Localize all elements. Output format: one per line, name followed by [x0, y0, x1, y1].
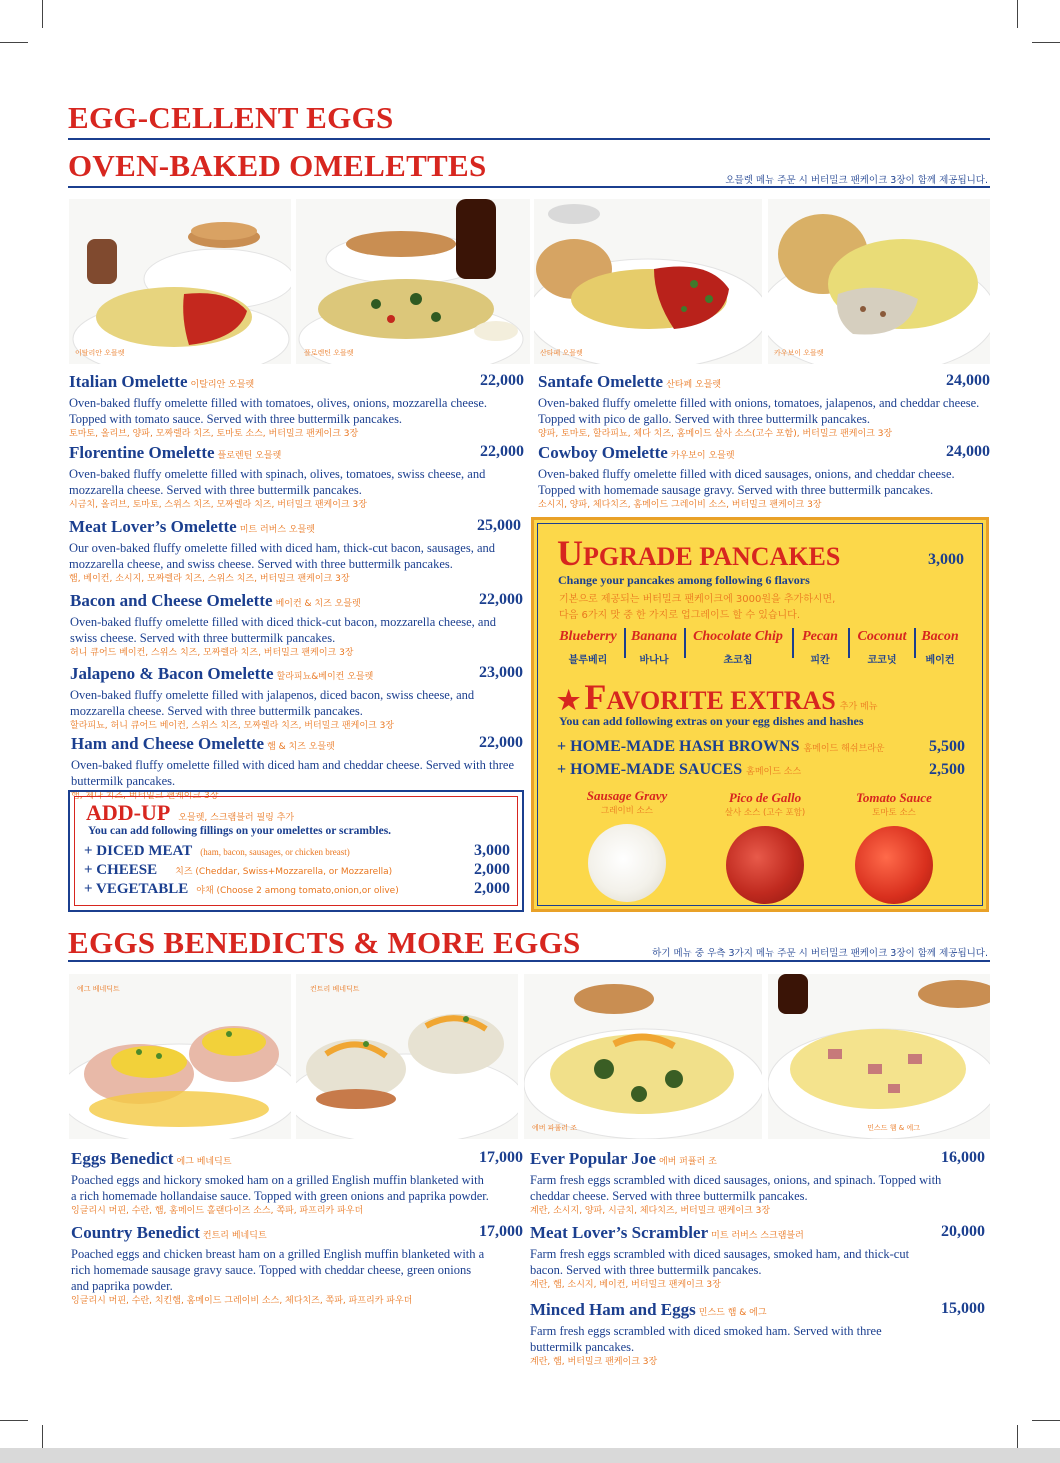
item-name-kr: 에버 퍼퓰러 조 [658, 1157, 717, 1167]
crop-mark [1032, 1420, 1060, 1421]
item-name-kr: 미트 러버스 오믈렛 [239, 525, 315, 535]
item-name: Jalapeno & Bacon Omelette [70, 664, 274, 683]
add-up-price: 2,000 [474, 880, 510, 897]
item-description: Oven-baked fluffy omelette filled with diced sausages, onions, and cheddar cheese. Topped with homemade sausage gravy. Served with three buttermilk pancakes. [538, 467, 955, 497]
extras-name-kr: 홈메이드 소스 [746, 767, 802, 777]
extras-row [557, 761, 965, 779]
item-price: 22,000 [480, 443, 524, 460]
item-name-kr: 이탈리안 오믈렛 [190, 380, 255, 390]
extras-subtitle: You can add following extras on your egg dishes and hashes [559, 714, 864, 728]
upgrade-price: 3,000 [928, 551, 964, 568]
item-description-kr: 허니 큐어드 베이컨, 스위스 치즈, 모짜렐라 치즈, 버터밀크 팬케이크 3장 [70, 648, 354, 658]
menu-item [69, 443, 524, 512]
minced-ham-and-eggs-photo [768, 974, 990, 1139]
add-up-title: ADD-UP [86, 800, 171, 825]
upgrade-pancakes-title: UPGRADE PANCAKES [557, 533, 841, 573]
item-price: 16,000 [941, 1149, 985, 1166]
menu-item [530, 1149, 985, 1218]
menu-item [71, 1223, 523, 1308]
item-description: Oven-baked fluffy omelette filled with tomatoes, olives, onions, mozzarella cheese. Topped with tomato sauce. Served with three buttermilk pancakes. [69, 396, 488, 426]
item-name-kr: 산타페 오믈렛 [666, 380, 722, 390]
menu-item [530, 1223, 985, 1292]
item-description: Poached eggs and hickory smoked ham on a grilled English muffin blanketed with a rich homemade hollandaise sauce. Topped with green onions and paprika powder. [71, 1173, 489, 1203]
item-name: Santafe Omelette [538, 372, 664, 391]
item-name-kr: 카우보이 오믈렛 [670, 451, 735, 461]
item-price: 22,000 [479, 734, 523, 751]
item-price: 17,000 [479, 1223, 523, 1240]
item-description: Our oven-baked fluffy omelette filled with diced ham, thick-cut bacon, sausages, and mozzarella cheese, and swiss cheese. Served with three buttermilk pancakes. [69, 541, 496, 571]
item-name-kr: 플로렌틴 오믈렛 [217, 451, 282, 461]
menu-item [70, 591, 523, 660]
flavor-coconut: Coconut 코코넛 [857, 629, 907, 666]
item-name: Minced Ham and Eggs [530, 1300, 696, 1319]
crop-mark [1032, 42, 1060, 43]
photo-caption: 에그 베네딕트 [77, 985, 120, 993]
item-price: 24,000 [946, 372, 990, 389]
item-name: Ham and Cheese Omelette [71, 734, 265, 753]
photo-caption: 산타페 오믈렛 [540, 349, 583, 357]
section-subtitle: OVEN-BAKED OMELETTES [68, 148, 487, 183]
item-name-kr: 햄 & 치즈 오믈렛 [267, 742, 335, 752]
italian-omelette-photo [69, 199, 291, 364]
extras-row [557, 738, 965, 756]
add-up-row [84, 861, 510, 879]
eggs-benedict-photo [69, 974, 291, 1139]
menu-item [538, 372, 990, 441]
item-name-kr: 미트 러버스 스크램블러 [711, 1231, 804, 1241]
add-up-price: 3,000 [474, 842, 510, 859]
flavor-bacon: Bacon 베이컨 [921, 629, 959, 666]
add-up-row [84, 842, 510, 860]
item-description-kr: 햄, 체다 치즈, 버터밀크 팬케이크 3장 [71, 791, 219, 801]
item-description: Oven-baked fluffy omelette filled with diced ham and cheddar cheese. Served with three buttermilk pancakes. [71, 758, 514, 788]
add-up-detail: 치즈 (Cheddar, Swiss+Mozzarella, or Mozzarella) [175, 867, 393, 877]
photo-caption: 이탈리안 오믈렛 [75, 349, 125, 357]
item-description-kr: 계란, 햄, 소시지, 베이컨, 버터밀크 팬케이크 3장 [530, 1280, 721, 1290]
menu-item [70, 664, 523, 733]
menu-item [69, 372, 524, 441]
item-name: Meat Lover’s Scrambler [530, 1223, 709, 1242]
item-description-kr: 계란, 소시지, 양파, 시금치, 체다치즈, 버터밀크 팬케이크 3장 [530, 1206, 771, 1216]
item-name-kr: 민스드 햄 & 에그 [698, 1308, 767, 1318]
flavor-separator [792, 628, 794, 658]
add-up-subtitle: You can add following fillings on your omelettes or scrambles. [88, 825, 392, 837]
crop-mark [0, 42, 28, 43]
item-description-kr: 양파, 토마토, 할라피뇨, 체다 치즈, 홈메이드 살사 소스(고수 포함), 버터밀크 팬케이크 3장 [538, 429, 893, 439]
item-name: Italian Omelette [69, 372, 188, 391]
section-divider [68, 186, 990, 188]
extras-name: + HOME-MADE HASH BROWNS [557, 738, 800, 755]
item-price: 23,000 [479, 664, 523, 681]
photo-caption: 민스드 햄 & 에그 [867, 1124, 920, 1132]
favorite-extras-title: ★ FAVORITE EXTRAS 추가 메뉴 [557, 677, 878, 717]
add-up-box [68, 790, 524, 912]
add-up-name: + VEGETABLE [84, 881, 189, 897]
extras-name-kr: 홈메이드 해쉬브라운 [803, 744, 885, 754]
item-description-kr: 시금치, 올리브, 토마토, 스위스 치즈, 모짜렐라 치즈, 버터밀크 팬케이크 3장 [69, 500, 367, 510]
florentine-omelette-photo [296, 199, 530, 364]
extras-name: + HOME-MADE SAUCES [557, 761, 743, 778]
item-description: Farm fresh eggs scrambled with diced sausages, smoked ham, and thick-cut bacon. Served with three buttermilk pancakes. [530, 1247, 910, 1277]
page-bottom-margin [0, 1448, 1060, 1463]
item-name-kr: 할라피뇨&베이컨 오믈렛 [276, 672, 374, 682]
country-benedict-photo [296, 974, 518, 1139]
item-name: Ever Popular Joe [530, 1149, 656, 1168]
add-up-row [84, 880, 510, 898]
upgrade-note-kr: 기본으로 제공되는 버터밀크 팬케이크에 3000원을 추가하시면, [559, 594, 836, 605]
sauce-sausage-gravy: Sausage Gravy 그레이비 소스 [572, 788, 682, 902]
photo-caption: 플로렌틴 오믈렛 [304, 349, 354, 357]
item-name-kr: 컨트리 베네딕트 [202, 1231, 267, 1241]
item-name: Bacon and Cheese Omelette [70, 591, 273, 610]
item-price: 22,000 [480, 372, 524, 389]
sauce-dish-photo [726, 826, 804, 904]
item-name: Meat Lover’s Omelette [69, 517, 237, 536]
cowboy-omelette-photo [768, 199, 990, 364]
item-price: 17,000 [479, 1149, 523, 1166]
menu-item [71, 1149, 523, 1218]
photo-caption: 카우보이 오믈렛 [774, 349, 824, 357]
item-name-kr: 베이컨 & 치즈 오믈렛 [275, 599, 361, 609]
item-description: Farm fresh eggs scrambled with diced smoked ham. Served with three buttermilk pancakes. [530, 1324, 882, 1354]
crop-mark [42, 0, 43, 28]
section-title: EGGS BENEDICTS & MORE EGGS [68, 925, 581, 960]
photo-caption: 에버 파퓰러 조 [532, 1124, 578, 1132]
flavor-separator [914, 628, 916, 658]
item-name: Country Benedict [71, 1223, 200, 1242]
menu-item [538, 443, 990, 512]
item-description: Oven-baked fluffy omelette filled with onions, tomatoes, jalapenos, and cheddar cheese. Topped with pico de gallo. Served with three buttermilk pancakes. [538, 396, 980, 426]
item-price: 25,000 [477, 517, 521, 534]
upgrade-note-kr: 다음 6가지 맛 중 한 가지로 업그레이드 할 수 있습니다. [559, 610, 801, 621]
ever-popular-joe-photo [524, 974, 762, 1139]
item-price: 20,000 [941, 1223, 985, 1240]
sauce-tomato: Tomato Sauce 토마토 소스 [839, 790, 949, 904]
add-up-price: 2,000 [474, 861, 510, 878]
item-price: 15,000 [941, 1300, 985, 1317]
item-description-kr: 소시지, 양파, 체다치즈, 홈메이드 그레이비 소스, 버터밀크 팬케이크 3장 [538, 500, 822, 510]
item-description-kr: 계란, 햄, 버터밀크 팬케이크 3장 [530, 1357, 658, 1367]
item-name: Eggs Benedict [71, 1149, 174, 1168]
crop-mark [0, 1420, 28, 1421]
item-name-kr: 에그 베네딕트 [176, 1157, 232, 1167]
section-divider [68, 960, 990, 962]
item-name: Cowboy Omelette [538, 443, 668, 462]
add-up-name: + CHEESE [84, 862, 158, 878]
item-description-kr: 잉글리시 머핀, 수란, 치킨햄, 홈메이드 그레이비 소스, 체다치즈, 쪽파, 파프리카 파우더 [71, 1296, 413, 1306]
section-divider [68, 138, 990, 140]
extras-price: 5,500 [929, 738, 965, 755]
item-description: Oven-baked fluffy omelette filled with spinach, olives, tomatoes, swiss cheese, and mozzarella cheese. Served with three buttermilk pancakes. [69, 467, 486, 497]
item-description: Poached eggs and chicken breast ham on a grilled English muffin blanketed with a rich homemade sausage gravy sauce. Topped with cheddar cheese, green onions and paprika powder. [71, 1247, 485, 1293]
section-note: 오믈렛 메뉴 주문 시 버터밀크 팬케이크 3장이 함께 제공됩니다. [725, 175, 988, 186]
flavor-pecan: Pecan 피칸 [802, 629, 838, 666]
sauce-pico-de-gallo: Pico de Gallo 살사 소스 (고수 포함) [710, 790, 820, 904]
santafe-omelette-photo [534, 199, 762, 364]
sauce-dish-photo [855, 826, 933, 904]
add-up-detail: 야채 (Choose 2 among tomato,onion,or olive) [196, 886, 399, 896]
add-up-detail: (ham, bacon, sausages, or chicken breast) [200, 847, 350, 857]
flavor-blueberry: Blueberry 블루베리 [559, 629, 617, 666]
item-description: Oven-baked fluffy omelette filled with diced thick-cut bacon, mozzarella cheese, and swiss cheese. Served with three buttermilk pancakes. [70, 615, 496, 645]
item-description: Farm fresh eggs scrambled with diced sausages, onions, and spinach. Topped with cheddar cheese. Served with three buttermilk pancakes. [530, 1173, 942, 1203]
menu-item [530, 1300, 985, 1369]
extras-price: 2,500 [929, 761, 965, 778]
photo-caption: 컨트리 베네딕트 [310, 985, 360, 993]
crop-mark [1017, 1425, 1018, 1448]
add-up-name: + DICED MEAT [84, 843, 193, 859]
add-up-title-kr: 오믈렛, 스크램블러 필링 추가 [178, 813, 295, 823]
upgrade-subtitle: Change your pancakes among following 6 flavors [558, 573, 810, 587]
item-price: 24,000 [946, 443, 990, 460]
section-note: 하기 메뉴 중 우측 3가지 메뉴 주문 시 버터밀크 팬케이크 3장이 함께 제공됩니다. [652, 948, 988, 959]
menu-item [69, 517, 521, 586]
section-title: EGG-CELLENT EGGS [68, 100, 394, 135]
item-price: 22,000 [479, 591, 523, 608]
item-description-kr: 햄, 베이컨, 소시지, 모짜렐라 치즈, 스위스 치즈, 버터밀크 팬케이크 3장 [69, 574, 350, 584]
item-description-kr: 할라피뇨, 허니 큐어드 베이컨, 스위스 치즈, 모짜렐라 치즈, 버터밀크 팬케이크 3장 [70, 721, 394, 731]
crop-mark [1017, 0, 1018, 28]
item-description-kr: 토마토, 올리브, 양파, 모짜렐라 치즈, 토마토 소스, 버터밀크 팬케이크 3장 [69, 429, 359, 439]
star-icon: ★ [557, 686, 581, 715]
item-description-kr: 잉글리시 머핀, 수란, 햄, 홈메이드 홀랜다이즈 소스, 쪽파, 파프리카 파우더 [71, 1206, 364, 1216]
flavor-separator [848, 628, 850, 658]
sauce-dish-photo [588, 824, 666, 902]
flavor-banana: Banana 바나나 [631, 629, 677, 666]
crop-mark [42, 1425, 43, 1448]
item-description: Oven-baked fluffy omelette filled with jalapenos, diced bacon, swiss cheese, and mozzarella cheese. Served with three buttermilk pancakes. [70, 688, 475, 718]
flavor-chocolate-chip: Chocolate Chip 초코칩 [693, 629, 783, 666]
item-name: Florentine Omelette [69, 443, 215, 462]
